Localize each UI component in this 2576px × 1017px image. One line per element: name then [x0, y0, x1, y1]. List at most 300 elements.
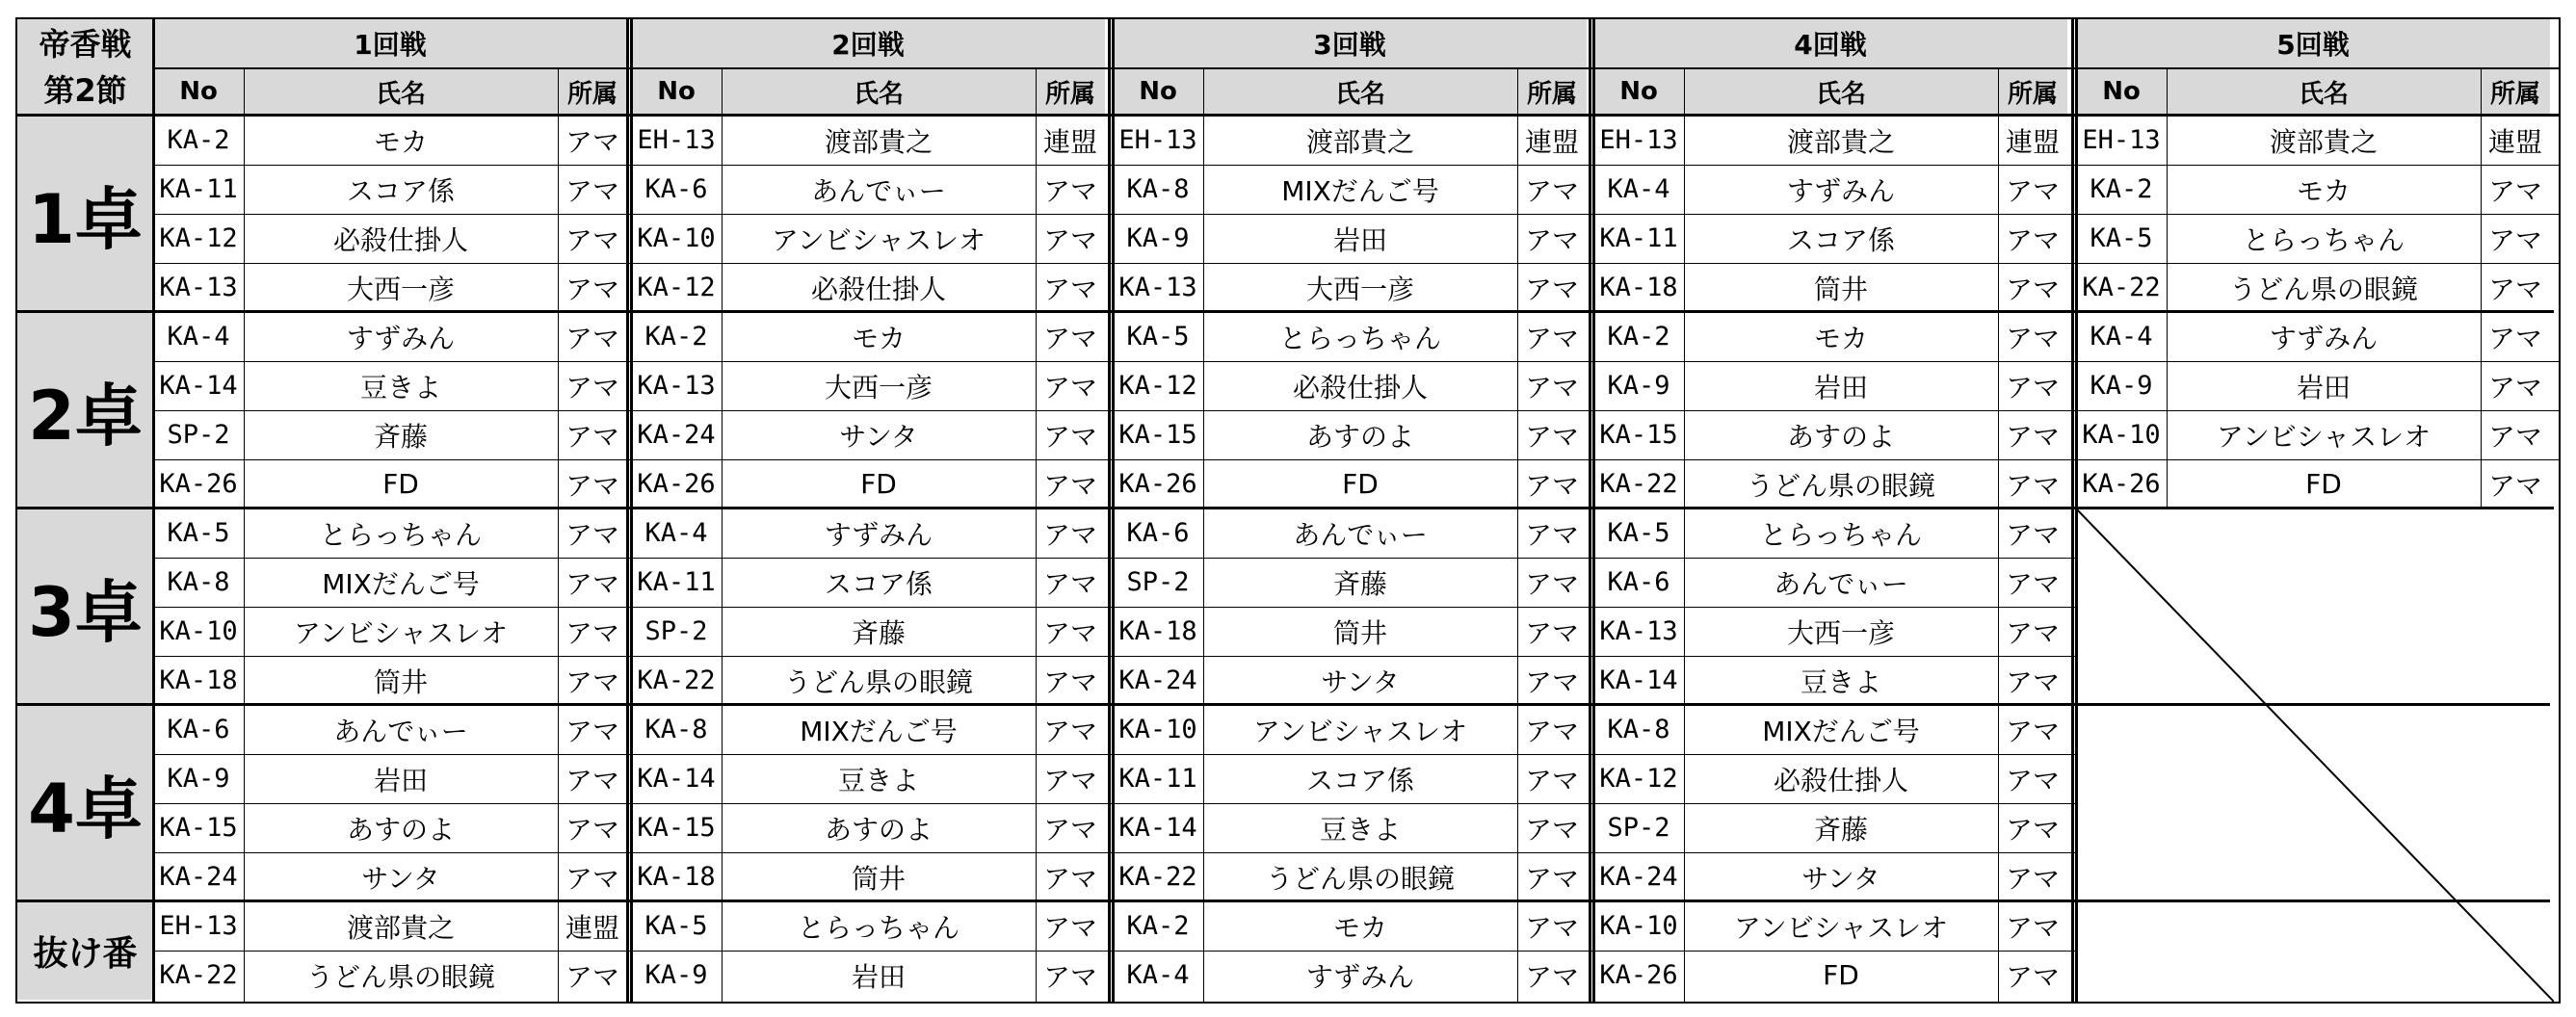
player-name: 岩田	[851, 960, 906, 993]
player-name: 豆きよ	[1319, 813, 1401, 846]
player-no: KA-13	[159, 273, 238, 302]
player-affiliation: アマ	[1042, 420, 1097, 453]
grid-line	[17, 114, 2559, 117]
player-name: 大西一彦	[1305, 273, 1414, 305]
player-name: スコア係	[824, 567, 933, 600]
player-no: KA-4	[1126, 960, 1190, 990]
player-no: KA-13	[1118, 273, 1197, 302]
player-no: KA-9	[1126, 223, 1190, 253]
player-affiliation: アマ	[1524, 223, 1579, 256]
player-no: KA-4	[644, 518, 708, 548]
player-affiliation: アマ	[565, 715, 619, 747]
player-affiliation: アマ	[2005, 567, 2060, 600]
player-no: KA-12	[1118, 371, 1197, 401]
player-no: KA-22	[159, 960, 238, 990]
player-name: 渡部貴之	[824, 125, 933, 158]
player-name: すずみん	[824, 518, 933, 551]
player-name: 斉藤	[373, 420, 428, 453]
player-name: あすのよ	[824, 813, 933, 846]
player-no: KA-11	[1599, 223, 1678, 253]
grid-line	[153, 656, 2076, 657]
round-title: 2回戦	[631, 19, 1105, 67]
player-affiliation: アマ	[2005, 764, 2060, 796]
player-name: とらっちゃん	[319, 518, 482, 551]
player-no: KA-26	[159, 469, 238, 499]
player-name: アンビシャスレオ	[1252, 715, 1468, 747]
player-affiliation: アマ	[2487, 469, 2542, 502]
player-no: KA-15	[159, 813, 238, 843]
grid-line	[153, 459, 2559, 460]
grid-line	[2071, 19, 2074, 1002]
player-affiliation: アマ	[2487, 273, 2542, 305]
player-name: あんでぃー	[1293, 518, 1428, 551]
player-affiliation: アマ	[1524, 715, 1579, 747]
player-name: 斉藤	[851, 616, 906, 649]
grid-line	[1589, 19, 1591, 1002]
grid-line	[722, 67, 723, 1002]
player-name: 渡部貴之	[2269, 125, 2378, 158]
player-affiliation: アマ	[565, 469, 619, 502]
player-affiliation: 連盟	[1524, 125, 1579, 158]
player-no: SP-2	[1607, 813, 1670, 843]
player-affiliation: アマ	[1524, 764, 1579, 796]
player-affiliation: アマ	[1524, 174, 1579, 207]
player-affiliation: アマ	[1524, 862, 1579, 895]
player-affiliation: アマ	[2005, 223, 2060, 256]
player-name: うどん県の眼鏡	[783, 665, 973, 698]
player-name: 渡部貴之	[1786, 125, 1895, 158]
player-no: KA-5	[167, 518, 230, 548]
table-group-label: 抜け番	[17, 901, 153, 1000]
grid-line	[152, 19, 155, 1002]
player-affiliation: アマ	[2487, 420, 2542, 453]
player-affiliation: アマ	[1524, 567, 1579, 600]
player-affiliation: アマ	[1042, 911, 1097, 944]
player-no: KA-9	[644, 960, 708, 990]
player-affiliation: アマ	[1042, 518, 1097, 551]
player-affiliation: アマ	[1042, 322, 1097, 354]
table-group-label: 3卓	[17, 508, 153, 705]
grid-line	[153, 754, 2076, 755]
grid-line	[17, 507, 153, 509]
player-no: KA-6	[644, 174, 708, 204]
player-affiliation: アマ	[1524, 616, 1579, 649]
player-name: すずみん	[346, 322, 456, 354]
player-no: EH-13	[1599, 125, 1678, 155]
player-no: KA-24	[1599, 862, 1678, 892]
player-name: FD	[1823, 959, 1859, 991]
player-name: うどん県の眼鏡	[1265, 862, 1455, 895]
player-no: KA-2	[1126, 911, 1190, 941]
player-no: KA-15	[1118, 420, 1197, 450]
player-affiliation: 連盟	[2487, 125, 2542, 158]
player-affiliation: アマ	[565, 813, 619, 846]
player-affiliation: アマ	[1524, 469, 1579, 502]
no-column-header: No	[1113, 67, 1203, 116]
player-name: スコア係	[346, 174, 455, 207]
player-no: KA-6	[1126, 518, 1190, 548]
player-affiliation: アマ	[565, 223, 619, 256]
player-name: 必殺仕掛人	[810, 273, 946, 305]
player-name: MIXだんご号	[1762, 715, 1920, 747]
player-no: KA-26	[1118, 469, 1197, 499]
player-affiliation: アマ	[565, 174, 619, 207]
player-affiliation: アマ	[2487, 322, 2542, 354]
player-name: 筒井	[373, 665, 428, 698]
player-name: すずみん	[1305, 960, 1415, 993]
player-no: KA-22	[2082, 273, 2161, 302]
name-column-header: 氏名	[244, 67, 558, 116]
player-no: KA-10	[2082, 420, 2161, 450]
schedule-sheet	[15, 17, 2561, 1004]
grid-line	[1036, 67, 1037, 1002]
grid-line	[17, 900, 153, 902]
player-affiliation: アマ	[2487, 223, 2542, 256]
player-affiliation: アマ	[2487, 371, 2542, 404]
grid-line	[153, 951, 2076, 952]
player-name: すずみん	[2269, 322, 2379, 354]
player-no: KA-24	[637, 420, 716, 450]
player-name: あすのよ	[1786, 420, 1895, 453]
player-name: モカ	[1813, 322, 1868, 354]
player-affiliation: アマ	[1524, 813, 1579, 846]
player-name: アンビシャスレオ	[771, 223, 986, 256]
player-affiliation: アマ	[565, 862, 619, 895]
grid-line	[1517, 67, 1518, 1002]
table-group-label: 1卓	[17, 116, 153, 312]
no-column-header: No	[153, 67, 244, 116]
player-name: 豆きよ	[1800, 665, 1881, 698]
player-name: 岩田	[1813, 371, 1868, 404]
player-affiliation: アマ	[1042, 616, 1097, 649]
player-no: KA-4	[1607, 174, 1670, 204]
player-affiliation: アマ	[2005, 174, 2060, 207]
empty-slot-diagonal	[2076, 508, 2554, 1002]
player-name: アンビシャスレオ	[293, 616, 509, 649]
player-name: 豆きよ	[837, 764, 919, 796]
player-no: KA-26	[1599, 960, 1678, 990]
player-no: KA-15	[1599, 420, 1678, 450]
player-name: モカ	[373, 125, 428, 158]
player-no: KA-18	[637, 862, 716, 892]
grid-line	[153, 852, 2076, 853]
player-affiliation: アマ	[2005, 616, 2060, 649]
round-title: 3回戦	[1113, 19, 1587, 67]
player-name: スコア係	[1786, 223, 1895, 256]
grid-line	[17, 703, 153, 706]
player-affiliation: アマ	[565, 518, 619, 551]
player-affiliation: アマ	[2005, 322, 2060, 354]
round-title: 5回戦	[2076, 19, 2550, 67]
table-group-label: 2卓	[17, 312, 153, 508]
player-name: MIXだんご号	[800, 715, 958, 747]
sheet-title	[17, 19, 153, 116]
round-title: 4回戦	[1593, 19, 2067, 67]
player-affiliation: アマ	[2005, 960, 2060, 993]
player-name: スコア係	[1305, 764, 1414, 796]
player-no: KA-12	[159, 223, 238, 253]
player-name: 筒井	[1813, 273, 1868, 305]
player-name: あんでぃー	[811, 174, 946, 207]
player-affiliation: アマ	[565, 322, 619, 354]
player-no: KA-2	[644, 322, 708, 352]
player-no: KA-4	[2090, 322, 2153, 352]
grid-line	[153, 165, 2559, 166]
player-no: EH-13	[637, 125, 716, 155]
player-no: SP-2	[167, 420, 230, 450]
player-no: KA-14	[1599, 665, 1678, 695]
grid-line	[1998, 67, 1999, 1002]
player-affiliation: アマ	[2005, 813, 2060, 846]
player-name: 岩田	[2296, 371, 2351, 404]
player-no: KA-10	[1118, 715, 1197, 744]
player-affiliation: アマ	[1042, 567, 1097, 600]
player-name: 渡部貴之	[346, 911, 455, 944]
player-affiliation: アマ	[2005, 371, 2060, 404]
player-name: 大西一彦	[346, 273, 455, 305]
player-name: サンタ	[361, 862, 440, 895]
player-no: KA-18	[1599, 273, 1678, 302]
player-no: KA-14	[1118, 813, 1197, 843]
player-affiliation: アマ	[2005, 273, 2060, 305]
grid-line	[153, 803, 2076, 804]
player-name: 斉藤	[1332, 567, 1387, 600]
player-name: FD	[1342, 468, 1379, 500]
grid-line	[153, 361, 2559, 362]
player-affiliation: アマ	[1042, 174, 1097, 207]
player-no: KA-12	[637, 273, 716, 302]
player-no: KA-5	[1607, 518, 1670, 548]
player-affiliation: アマ	[2005, 469, 2060, 502]
player-name: モカ	[1332, 911, 1387, 944]
player-name: とらっちゃん	[1278, 322, 1441, 354]
player-no: KA-10	[1599, 911, 1678, 941]
no-column-header: No	[2076, 67, 2167, 116]
player-name: サンタ	[1801, 862, 1880, 895]
player-no: KA-10	[159, 616, 238, 646]
player-affiliation: アマ	[1042, 469, 1097, 502]
grid-line	[153, 607, 2076, 608]
player-name: とらっちゃん	[1759, 518, 1922, 551]
grid-line	[1203, 67, 1204, 1002]
player-name: 筒井	[851, 862, 906, 895]
player-no: KA-5	[2090, 223, 2153, 253]
player-name: FD	[860, 468, 897, 500]
player-no: KA-22	[1599, 469, 1678, 499]
player-name: 必殺仕掛人	[1773, 764, 1908, 796]
player-affiliation: アマ	[1042, 764, 1097, 796]
player-no: KA-18	[1118, 616, 1197, 646]
player-affiliation: アマ	[565, 665, 619, 698]
grid-line	[626, 19, 629, 1002]
player-affiliation: アマ	[2005, 665, 2060, 698]
player-name: 必殺仕掛人	[332, 223, 468, 256]
player-affiliation: アマ	[2005, 420, 2060, 453]
player-name: うどん県の眼鏡	[305, 960, 495, 993]
player-affiliation: アマ	[1042, 813, 1097, 846]
player-no: KA-22	[637, 665, 716, 695]
grid-line	[244, 67, 245, 1002]
player-name: 豆きよ	[359, 371, 441, 404]
player-no: KA-2	[2090, 174, 2153, 204]
name-column-header: 氏名	[1203, 67, 1517, 116]
grid-line	[1684, 67, 1685, 1002]
grid-line	[558, 67, 559, 1002]
player-affiliation: アマ	[2005, 715, 2060, 747]
player-no: KA-8	[644, 715, 708, 744]
player-name: アンビシャスレオ	[2216, 420, 2431, 453]
player-no: SP-2	[1126, 567, 1190, 597]
player-no: KA-14	[159, 371, 238, 401]
player-no: KA-15	[637, 813, 716, 843]
player-no: KA-8	[167, 567, 230, 597]
player-affiliation: アマ	[1042, 223, 1097, 256]
player-affiliation: アマ	[1042, 665, 1097, 698]
player-no: KA-2	[167, 125, 230, 155]
player-name: あすのよ	[346, 813, 455, 846]
player-name: 筒井	[1332, 616, 1387, 649]
grid-line	[153, 214, 2559, 215]
player-affiliation: 連盟	[2005, 125, 2060, 158]
grid-line	[2076, 310, 2554, 313]
player-name: 大西一彦	[1786, 616, 1895, 649]
player-name: 岩田	[1332, 223, 1387, 256]
player-no: KA-6	[167, 715, 230, 744]
player-affiliation: アマ	[565, 616, 619, 649]
player-no: KA-22	[1118, 862, 1197, 892]
player-name: MIXだんご号	[322, 567, 480, 600]
player-no: KA-13	[637, 371, 716, 401]
player-name: あすのよ	[1305, 420, 1414, 453]
grid-line	[153, 263, 2559, 264]
player-no: EH-13	[159, 911, 238, 941]
player-no: KA-9	[2090, 371, 2153, 401]
player-affiliation: アマ	[1042, 371, 1097, 404]
player-affiliation: アマ	[1042, 273, 1097, 305]
affiliation-column-header: 所属	[558, 67, 627, 116]
player-name: サンタ	[839, 420, 918, 453]
name-column-header: 氏名	[722, 67, 1036, 116]
grid-line	[153, 558, 2076, 559]
title-line-1: 帝香戦	[39, 26, 132, 63]
player-affiliation: アマ	[1524, 322, 1579, 354]
player-affiliation: アマ	[2005, 862, 2060, 895]
player-no: KA-5	[644, 911, 708, 941]
grid-line	[2167, 67, 2168, 508]
player-no: KA-11	[159, 174, 238, 204]
no-column-header: No	[1593, 67, 1684, 116]
player-name: あんでぃー	[1774, 567, 1908, 600]
player-affiliation: アマ	[1524, 518, 1579, 551]
player-affiliation: アマ	[565, 125, 619, 158]
player-no: KA-5	[1126, 322, 1190, 352]
player-name: とらっちゃん	[2242, 223, 2405, 256]
player-affiliation: アマ	[565, 420, 619, 453]
player-affiliation: 連盟	[565, 911, 619, 944]
name-column-header: 氏名	[1684, 67, 1998, 116]
player-no: EH-13	[1118, 125, 1197, 155]
grid-line	[1112, 19, 1115, 1002]
player-no: KA-8	[1126, 174, 1190, 204]
player-affiliation: アマ	[1042, 862, 1097, 895]
player-name: うどん県の眼鏡	[1746, 469, 1935, 502]
player-name: MIXだんご号	[1281, 174, 1439, 207]
player-name: FD	[2305, 468, 2342, 500]
player-affiliation: アマ	[2005, 518, 2060, 551]
name-column-header: 氏名	[2167, 67, 2481, 116]
player-name: サンタ	[1321, 665, 1400, 698]
grid-line	[1108, 19, 1111, 1002]
player-name: 渡部貴之	[1305, 125, 1414, 158]
player-affiliation: アマ	[565, 960, 619, 993]
affiliation-column-header: 所属	[2481, 67, 2550, 116]
player-affiliation: アマ	[1524, 371, 1579, 404]
player-affiliation: アマ	[1524, 665, 1579, 698]
player-no: KA-11	[1118, 764, 1197, 794]
player-no: KA-10	[637, 223, 716, 253]
player-affiliation: アマ	[1042, 715, 1097, 747]
player-affiliation: アマ	[1042, 960, 1097, 993]
player-name: あんでぃー	[333, 715, 468, 747]
player-affiliation: アマ	[1524, 960, 1579, 993]
grid-line	[153, 410, 2559, 411]
grid-line	[2481, 67, 2482, 508]
affiliation-column-header: 所属	[1517, 67, 1587, 116]
player-affiliation: アマ	[565, 764, 619, 796]
player-affiliation: アマ	[565, 273, 619, 305]
player-no: KA-26	[637, 469, 716, 499]
player-no: KA-13	[1599, 616, 1678, 646]
grid-line	[17, 310, 153, 313]
player-affiliation: 連盟	[1042, 125, 1097, 158]
player-affiliation: アマ	[2487, 174, 2542, 207]
player-affiliation: アマ	[1524, 273, 1579, 305]
grid-line	[1592, 19, 1595, 1002]
affiliation-column-header: 所属	[1036, 67, 1105, 116]
player-no: KA-12	[1599, 764, 1678, 794]
player-no: KA-14	[637, 764, 716, 794]
player-name: 必殺仕掛人	[1292, 371, 1428, 404]
affiliation-column-header: 所属	[1998, 67, 2067, 116]
title-line-2: 第2節	[43, 72, 127, 109]
no-column-header: No	[631, 67, 722, 116]
player-no: KA-18	[159, 665, 238, 695]
player-affiliation: アマ	[1524, 420, 1579, 453]
player-no: KA-24	[159, 862, 238, 892]
player-affiliation: アマ	[565, 371, 619, 404]
player-no: KA-9	[167, 764, 230, 794]
player-no: KA-4	[167, 322, 230, 352]
player-no: KA-8	[1607, 715, 1670, 744]
player-name: モカ	[851, 322, 906, 354]
player-name: とらっちゃん	[797, 911, 959, 944]
player-no: EH-13	[2082, 125, 2161, 155]
player-name: 岩田	[373, 764, 428, 796]
player-name: うどん県の眼鏡	[2228, 273, 2418, 305]
player-no: KA-26	[2082, 469, 2161, 499]
grid-line	[630, 19, 633, 1002]
player-no: KA-6	[1607, 567, 1670, 597]
player-no: KA-2	[1607, 322, 1670, 352]
player-no: KA-11	[637, 567, 716, 597]
player-affiliation: アマ	[1524, 911, 1579, 944]
grid-line	[153, 67, 2559, 69]
player-affiliation: アマ	[565, 567, 619, 600]
table-group-label: 4卓	[17, 705, 153, 901]
player-no: KA-9	[1607, 371, 1670, 401]
player-no: SP-2	[644, 616, 708, 646]
round-title: 1回戦	[153, 19, 627, 67]
